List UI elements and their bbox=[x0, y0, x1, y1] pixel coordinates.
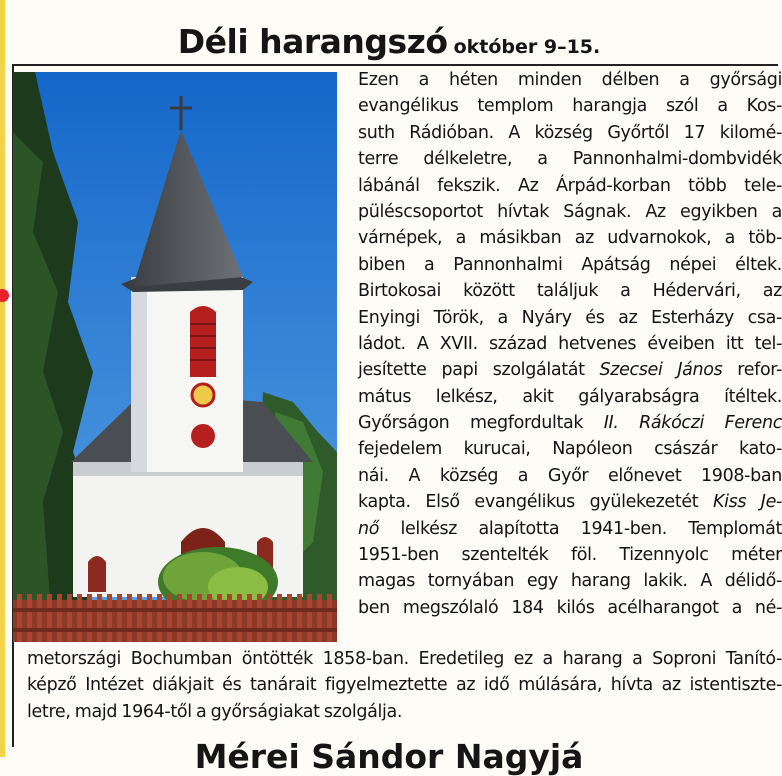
next-article-title: Mérei Sándor Nagyjá bbox=[194, 737, 584, 776]
text-segment: refor- bbox=[722, 360, 782, 381]
text-segment: jesítette papi szolgálatát bbox=[358, 360, 600, 381]
italic-name: II. Rákóczi Ferenc bbox=[603, 413, 782, 434]
body-line: ládot. A XVII. század hetvenes éveiben itt tel- bbox=[358, 333, 782, 354]
text-segment: Győrságon megfordultak bbox=[358, 413, 604, 434]
body-line: fejedelem kurucai, Napóleon császár kato- bbox=[358, 439, 782, 460]
body-line: terre délkeletre, a Pannonhalmi-dombvidék bbox=[358, 149, 782, 170]
body-line: nái. A község a Győr előnevet 1908-ban bbox=[358, 465, 782, 486]
article-body-column bbox=[358, 67, 782, 621]
article-dates: október 9–15. bbox=[453, 36, 601, 58]
body-line: biben a Pannonhalmi Apátság népei éltek. bbox=[358, 254, 782, 275]
body-line: Birtokosai között találjuk a Hédervári, az bbox=[358, 281, 782, 302]
body-line: várnépek, a másikban az udvarnokok, a töb- bbox=[358, 228, 782, 249]
page-edge-stripe bbox=[0, 0, 5, 757]
body-line bbox=[358, 357, 782, 383]
body-line: evangélikus templom harangja szól a Kos- bbox=[358, 96, 782, 117]
body-line bbox=[358, 489, 782, 515]
body-line: 1951-ben szentelték föl. Tizennyolc méter bbox=[358, 545, 782, 566]
body-line: képző Intézet diákjait és tanárait figyelmeztette az idő múlására, hívta az istentiszte- bbox=[27, 675, 782, 696]
church-photo bbox=[13, 72, 337, 642]
italic-name: nő bbox=[358, 518, 380, 539]
body-line: lábánál fekszik. Az Árpád-korban több tele- bbox=[358, 175, 782, 196]
body-line: püléscsoportot hívtak Ságnak. Az egyikben a bbox=[358, 201, 782, 222]
text-segment: kapta. Első evangélikus gyülekezetét bbox=[358, 492, 713, 513]
article-header bbox=[0, 22, 778, 61]
italic-name: Kiss Je- bbox=[712, 492, 782, 513]
body-line bbox=[358, 410, 782, 436]
body-line: Ezen a héten minden délben a győrsági bbox=[358, 70, 782, 90]
red-marker-dot bbox=[0, 289, 9, 302]
text-segment: lelkész alapította 1941-ben. Templomát bbox=[379, 518, 782, 539]
body-line: metországi Bochumban öntötték 1858-ban. Eredetileg ez a harang a Soproni Tanító- bbox=[27, 649, 782, 669]
body-line: magas tornyában egy harang lakik. A délidő- bbox=[358, 571, 782, 592]
body-line: letre, majd 1964-től a győrságiakat szolgálja. bbox=[27, 701, 403, 722]
body-line bbox=[358, 516, 782, 542]
body-line: mátus lelkész, akit gályarabságra ítéltek. bbox=[358, 386, 782, 407]
body-line: suth Rádióban. A község Győrtől 17 kilomé- bbox=[358, 122, 782, 143]
body-line: Enyingi Török, a Nyáry és az Esterházy csa- bbox=[358, 307, 782, 328]
article-title: Déli harangszó bbox=[177, 22, 448, 61]
body-line: ben megszólaló 184 kilós acélharangot a né- bbox=[358, 597, 782, 618]
article-body-full-width bbox=[27, 646, 782, 725]
italic-name: Szecsei János bbox=[599, 360, 723, 381]
header-rule bbox=[12, 64, 778, 66]
